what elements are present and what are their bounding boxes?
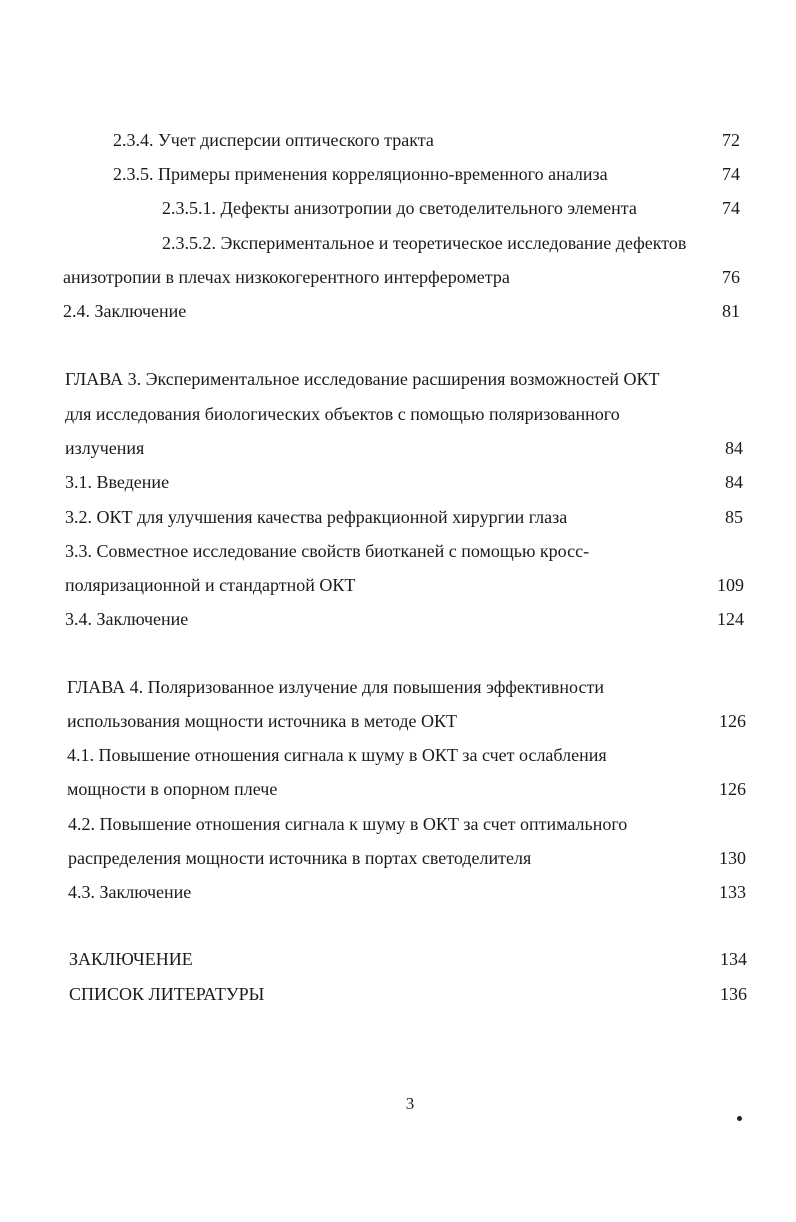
scan-speck <box>737 1116 742 1121</box>
toc-entry-4-2-line1: 4.2. Повышение отношения сигнала к шуму в ОКТ за счет оптимального <box>68 814 628 834</box>
toc-page-number: 126 <box>719 711 746 731</box>
toc-entry-4-2-line2: распределения мощности источника в портах светоделителя <box>68 848 532 868</box>
toc-conclusion: ЗАКЛЮЧЕНИЕ <box>69 949 193 969</box>
toc-entry-2-3-5: 2.3.5. Примеры применения корреляционно-временного анализа <box>113 164 608 184</box>
toc-page-number: 72 <box>722 130 740 150</box>
toc-entry-2-3-5-2-line1: 2.3.5.2. Экспериментальное и теоретическое исследование дефектов <box>162 233 687 253</box>
toc-entry-3-3-line1: 3.3. Совместное исследование свойств биотканей с помощью кросс- <box>65 541 590 561</box>
toc-entry-3-4: 3.4. Заключение <box>65 609 189 629</box>
toc-page-number: 84 <box>725 438 743 458</box>
toc-page-number: 126 <box>719 779 746 799</box>
toc-references: СПИСОК ЛИТЕРАТУРЫ <box>69 984 265 1004</box>
toc-entry-4-3: 4.3. Заключение <box>68 882 192 902</box>
toc-page-number: 109 <box>717 575 744 595</box>
toc-entry-3-1: 3.1. Введение <box>65 472 170 492</box>
toc-chapter-3-line1: ГЛАВА 3. Экспериментальное исследование расширения возможностей ОКТ <box>65 369 660 389</box>
toc-chapter-3-line2: для исследования биологических объектов с помощью поляризованного <box>65 404 620 424</box>
toc-page-number: 81 <box>722 301 740 321</box>
toc-page-number: 133 <box>719 882 746 902</box>
toc-chapter-4-line1: ГЛАВА 4. Поляризованное излучение для повышения эффективности <box>67 677 604 697</box>
toc-page-number: 130 <box>719 848 746 868</box>
toc-entry-4-1-line2: мощности в опорном плече <box>67 779 278 799</box>
toc-page-number: 76 <box>722 267 740 287</box>
toc-entry-2-3-5-1: 2.3.5.1. Дефекты анизотропии до светоделительного элемента <box>162 198 637 218</box>
page-number: 3 <box>405 1094 415 1113</box>
toc-entry-2-4: 2.4. Заключение <box>63 301 187 321</box>
toc-page-number: 136 <box>720 984 747 1004</box>
toc-entry-2-3-5-2-line2: анизотропии в плечах низкокогерентного интерферометра <box>63 267 510 287</box>
toc-entry-2-3-4: 2.3.4. Учет дисперсии оптического тракта <box>113 130 434 150</box>
toc-entry-3-2: 3.2. ОКТ для улучшения качества рефракционной хирургии глаза <box>65 507 568 527</box>
toc-page-number: 74 <box>722 164 740 184</box>
toc-chapter-3-line3: излучения <box>65 438 145 458</box>
toc-entry-4-1-line1: 4.1. Повышение отношения сигнала к шуму в ОКТ за счет ослабления <box>67 745 607 765</box>
toc-page-number: 134 <box>720 949 747 969</box>
toc-chapter-4-line2: использования мощности источника в методе ОКТ <box>67 711 458 731</box>
toc-page-number: 84 <box>725 472 743 492</box>
toc-page-number: 85 <box>725 507 743 527</box>
toc-entry-3-3-line2: поляризационной и стандартной ОКТ <box>65 575 356 595</box>
toc-page-number: 74 <box>722 198 740 218</box>
toc-page-number: 124 <box>717 609 744 629</box>
